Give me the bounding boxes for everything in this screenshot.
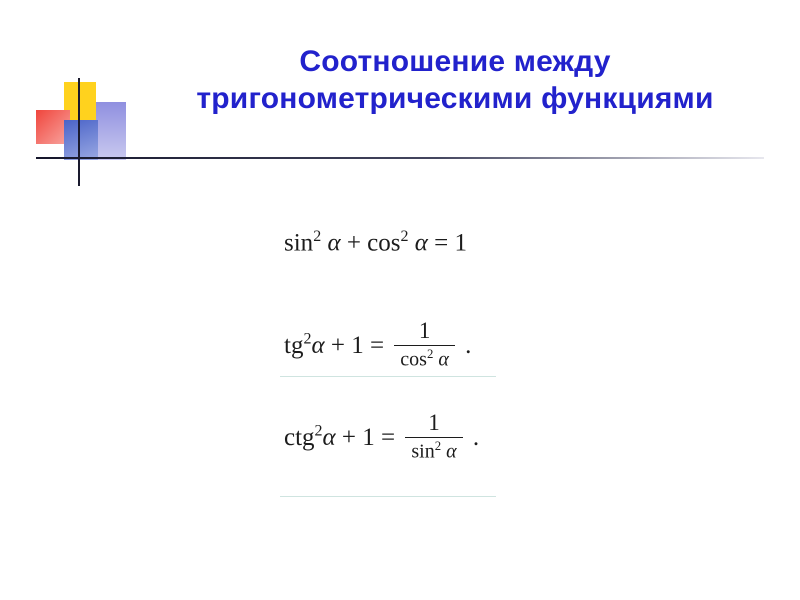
formula-clip [284,412,516,466]
page-title: Соотношение между тригонометрическими функциями [196,45,714,115]
decorative-squares-logo [36,82,126,182]
formula-row [0,228,800,320]
alpha-symbol: α [446,441,457,464]
alpha-symbol: α [311,331,325,359]
exponent: 2 [313,228,322,245]
faint-underline [280,496,496,497]
one-term: 1 [351,331,364,359]
fraction [405,412,462,464]
formula-pythagorean-identity [0,228,800,264]
sin-function: sin [284,229,314,257]
formula-clip [284,228,516,257]
fraction-denominator [394,346,455,372]
exponent: 2 [426,347,434,362]
plus-operator: + [346,229,361,257]
violet-square-icon [96,102,126,160]
formula-tangent-identity [0,320,800,381]
cos-function: cos [367,229,401,257]
formula-clip [284,320,516,374]
exponent: 2 [434,439,442,454]
formula-row [0,412,800,504]
fraction-denominator [405,438,462,464]
logo-vertical-line [78,78,80,186]
fraction [394,320,455,372]
alpha-symbol: α [327,229,341,257]
tg-function: tg [284,331,304,359]
blue-square-icon [64,120,98,160]
ctg-function: ctg [284,423,315,451]
equals-operator: = [434,229,449,257]
right-hand-side: 1 [454,229,467,257]
formula-row [0,320,800,412]
title-divider [36,157,764,159]
trailing-punctuation: . [465,331,472,359]
equals-operator: = [369,331,385,359]
one-term: 1 [362,423,375,451]
cos-function: cos [400,349,427,372]
alpha-symbol: α [414,229,428,257]
alpha-symbol: α [438,349,449,372]
equals-operator: = [381,423,396,451]
exponent: 2 [303,330,312,348]
exponent: 2 [400,228,409,245]
formula-list [0,228,800,504]
alpha-symbol: α [322,423,336,451]
plus-operator: + [330,331,345,359]
formula-cotangent-identity [0,412,800,473]
trailing-punctuation: . [472,423,480,451]
sin-function: sin [411,441,435,464]
exponent: 2 [314,422,323,440]
plus-operator: + [341,423,357,451]
fraction-numerator: 1 [418,320,431,343]
faint-underline [280,376,496,377]
fraction-numerator: 1 [428,412,440,435]
